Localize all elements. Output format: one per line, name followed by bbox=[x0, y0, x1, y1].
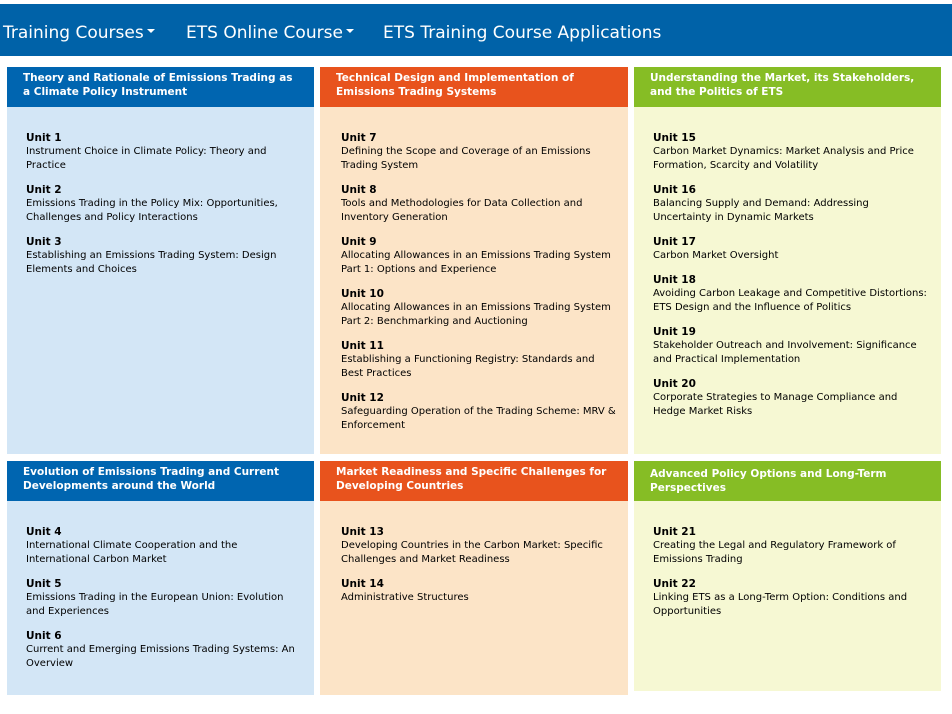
unit-title-link[interactable]: Carbon Market Oversight bbox=[653, 250, 779, 261]
unit-label: Unit 17 bbox=[653, 236, 696, 248]
unit-label: Unit 1 bbox=[26, 132, 62, 144]
unit-label: Unit 5 bbox=[26, 578, 62, 590]
unit-title-link[interactable]: Allocating Allowances in an Emissions Trading System Part 2: Benchmarking and Auctioning bbox=[341, 302, 611, 327]
list-item[interactable] bbox=[341, 577, 616, 605]
top-navigation-bar bbox=[0, 4, 952, 56]
panel-title: Technical Design and Implementation of Emissions Trading Systems bbox=[336, 72, 574, 98]
unit-title-link[interactable]: Balancing Supply and Demand: Addressing Uncertainty in Dynamic Markets bbox=[653, 198, 869, 223]
chevron-down-icon bbox=[346, 29, 354, 33]
list-item[interactable] bbox=[653, 183, 929, 225]
list-item[interactable] bbox=[653, 577, 929, 619]
unit-label: Unit 20 bbox=[653, 378, 696, 390]
unit-title-link[interactable]: Defining the Scope and Coverage of an Emissions Trading System bbox=[341, 146, 591, 171]
list-item[interactable] bbox=[26, 525, 302, 567]
list-item[interactable] bbox=[653, 273, 929, 315]
nav-training-courses-label: Training Courses bbox=[3, 23, 144, 43]
unit-label: Unit 19 bbox=[653, 326, 696, 338]
unit-label: Unit 14 bbox=[341, 578, 384, 590]
panel-title: Theory and Rationale of Emissions Trading as a Climate Policy Instrument bbox=[23, 72, 293, 98]
unit-title-link[interactable]: International Climate Cooperation and the International Carbon Market bbox=[26, 540, 238, 565]
list-item[interactable] bbox=[653, 377, 929, 419]
unit-label: Unit 8 bbox=[341, 184, 377, 196]
list-item[interactable] bbox=[341, 391, 616, 433]
panel-header bbox=[634, 67, 941, 107]
panel-body bbox=[7, 501, 314, 695]
unit-label: Unit 10 bbox=[341, 288, 384, 300]
unit-title-link[interactable]: Developing Countries in the Carbon Market: Specific Challenges and Market Readiness bbox=[341, 540, 603, 565]
panel-header bbox=[7, 67, 314, 107]
nav-ets-online-course-label: ETS Online Course bbox=[186, 23, 343, 43]
list-item[interactable] bbox=[653, 325, 929, 367]
unit-title-link[interactable]: Corporate Strategies to Manage Compliance and Hedge Market Risks bbox=[653, 392, 898, 417]
panel-body bbox=[7, 107, 314, 454]
unit-label: Unit 11 bbox=[341, 340, 384, 352]
panel-header bbox=[320, 67, 628, 107]
unit-title-link[interactable]: Emissions Trading in the European Union: Evolution and Experiences bbox=[26, 592, 284, 617]
unit-title-link[interactable]: Current and Emerging Emissions Trading Systems: An Overview bbox=[26, 644, 295, 669]
unit-title-link[interactable]: Carbon Market Dynamics: Market Analysis and Price Formation, Scarcity and Volatility bbox=[653, 146, 914, 171]
panel-body bbox=[634, 107, 941, 454]
unit-title-link[interactable]: Avoiding Carbon Leakage and Competitive Distortions: ETS Design and the Influence of Politics bbox=[653, 288, 927, 313]
list-item[interactable] bbox=[26, 235, 302, 277]
unit-title-link[interactable]: Emissions Trading in the Policy Mix: Opportunities, Challenges and Policy Interactions bbox=[26, 198, 278, 223]
unit-title-link[interactable]: Administrative Structures bbox=[341, 592, 469, 603]
list-item[interactable] bbox=[341, 287, 616, 329]
unit-label: Unit 6 bbox=[26, 630, 62, 642]
panel-header bbox=[320, 461, 628, 501]
unit-title-link[interactable]: Instrument Choice in Climate Policy: Theory and Practice bbox=[26, 146, 267, 171]
list-item[interactable] bbox=[653, 131, 929, 173]
unit-label: Unit 21 bbox=[653, 526, 696, 538]
panel-title: Understanding the Market, its Stakeholders, and the Politics of ETS bbox=[650, 72, 915, 98]
chevron-down-icon bbox=[147, 29, 155, 33]
unit-title-link[interactable]: Tools and Methodologies for Data Collection and Inventory Generation bbox=[341, 198, 583, 223]
list-item[interactable] bbox=[26, 183, 302, 225]
panel-title: Advanced Policy Options and Long-Term Perspectives bbox=[650, 468, 887, 494]
unit-label: Unit 16 bbox=[653, 184, 696, 196]
nav-ets-training-course-applications-label: ETS Training Course Applications bbox=[383, 23, 662, 43]
panel-title: Evolution of Emissions Trading and Current Developments around the World bbox=[23, 466, 280, 492]
unit-label: Unit 12 bbox=[341, 392, 384, 404]
list-item[interactable] bbox=[341, 131, 616, 173]
list-item[interactable] bbox=[26, 131, 302, 173]
unit-label: Unit 13 bbox=[341, 526, 384, 538]
unit-title-link[interactable]: Stakeholder Outreach and Involvement: Significance and Practical Implementation bbox=[653, 340, 917, 365]
unit-label: Unit 9 bbox=[341, 236, 377, 248]
unit-title-link[interactable]: Safeguarding Operation of the Trading Scheme: MRV & Enforcement bbox=[341, 406, 616, 431]
list-item[interactable] bbox=[341, 183, 616, 225]
unit-label: Unit 3 bbox=[26, 236, 62, 248]
unit-title-link[interactable]: Allocating Allowances in an Emissions Trading System Part 1: Options and Experience bbox=[341, 250, 611, 275]
list-item[interactable] bbox=[341, 525, 616, 567]
unit-label: Unit 4 bbox=[26, 526, 62, 538]
list-item[interactable] bbox=[26, 577, 302, 619]
unit-label: Unit 18 bbox=[653, 274, 696, 286]
nav-ets-online-course[interactable] bbox=[186, 4, 354, 56]
unit-label: Unit 22 bbox=[653, 578, 696, 590]
list-item[interactable] bbox=[26, 629, 302, 671]
nav-training-courses[interactable] bbox=[3, 4, 155, 56]
panel-header bbox=[634, 461, 941, 501]
unit-label: Unit 15 bbox=[653, 132, 696, 144]
nav-ets-training-course-applications[interactable] bbox=[383, 4, 661, 56]
panel-title: Market Readiness and Specific Challenges for Developing Countries bbox=[336, 466, 607, 492]
list-item[interactable] bbox=[653, 235, 929, 263]
unit-title-link[interactable]: Establishing an Emissions Trading System: Design Elements and Choices bbox=[26, 250, 277, 275]
list-item[interactable] bbox=[341, 339, 616, 381]
unit-title-link[interactable]: Establishing a Functioning Registry: Standards and Best Practices bbox=[341, 354, 595, 379]
unit-title-link[interactable]: Creating the Legal and Regulatory Framework of Emissions Trading bbox=[653, 540, 896, 565]
panel-header bbox=[7, 461, 314, 501]
unit-label: Unit 7 bbox=[341, 132, 377, 144]
list-item[interactable] bbox=[653, 525, 929, 567]
list-item[interactable] bbox=[341, 235, 616, 277]
panel-body bbox=[634, 501, 941, 691]
panel-body bbox=[320, 107, 628, 454]
unit-title-link[interactable]: Linking ETS as a Long-Term Option: Conditions and Opportunities bbox=[653, 592, 908, 617]
panel-body bbox=[320, 501, 628, 695]
unit-label: Unit 2 bbox=[26, 184, 62, 196]
